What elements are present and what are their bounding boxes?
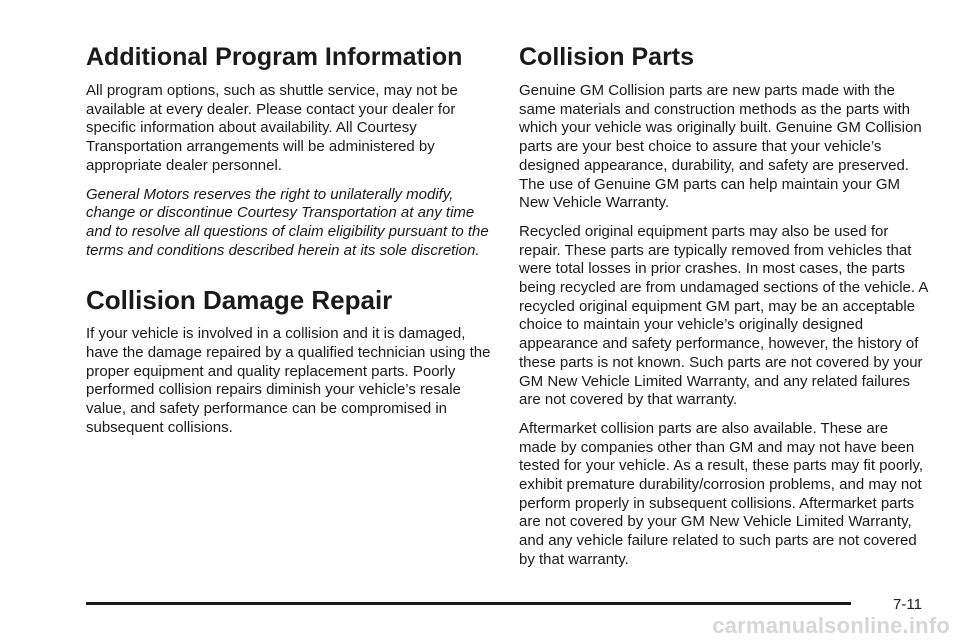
footer-rule <box>86 602 851 605</box>
left-column <box>86 40 494 438</box>
paragraph-collision-damage: If your vehicle is involved in a collision and it is damaged, have the damage repaired by a qualified technician using the proper equipment and quality replacement parts. Poorly performed collision repairs diminish your vehicle’s resale value, and safety performance can be compromised in subsequent collisions. <box>86 325 491 436</box>
paragraph-gm-disclaimer: General Motors reserves the right to unilaterally modify, change or discontinue Courtesy Transportation at any time and to resolve all questions of claim eligibility pursuant to the terms and conditions described herein at its sole discretion. <box>86 185 489 259</box>
watermark: carmanualsonline.info <box>712 613 950 638</box>
paragraph-aftermarket-parts: Aftermarket collision parts are also available. These are made by companies other than GM and may not have been tested for your vehicle. As a result, these parts may fit poorly, exhibit premature durability/corrosion problems, and may not perform properly in subsequent collisions. Aftermarket parts are not covered by your GM New Vehicle Limited Warranty, and any vehicle failure related to such parts are not covered by that warranty. <box>519 419 924 568</box>
heading-collision-parts: Collision Parts <box>519 43 695 71</box>
paragraph-genuine-parts: Genuine GM Collision parts are new parts made with the same materials and construction methods as the parts with which your vehicle was originally built. Genuine GM Collision parts are your best choice to assure that your vehicle’s designed appearance, durability, and safety are preserved. The use of Genuine GM parts can help maintain your GM New Vehicle Warranty. <box>519 82 922 212</box>
heading-collision-damage-repair: Collision Damage Repair <box>86 285 393 316</box>
heading-additional-program-information: Additional Program Information <box>86 43 463 71</box>
right-column <box>519 40 929 570</box>
paragraph-program-options: All program options, such as shuttle service, may not be available at every dealer. Please contact your dealer for specific information about availability. All Courtesy Transportation arrangements will be administered by appropriate dealer personnel. <box>86 82 458 174</box>
paragraph-recycled-parts: Recycled original equipment parts may also be used for repair. These parts are typically removed from vehicles that were total losses in prior crashes. In most cases, the parts being recycled are from undamaged sections of the vehicle. A recycled original equipment GM part, may be an acceptable choice to maintain your vehicle’s originally designed appearance and safety performance, however, the history of these parts is not known. Such parts are not covered by your GM New Vehicle Limited Warranty, and any related failures are not covered by that warranty. <box>519 222 928 409</box>
page-number: 7-11 <box>893 596 922 613</box>
